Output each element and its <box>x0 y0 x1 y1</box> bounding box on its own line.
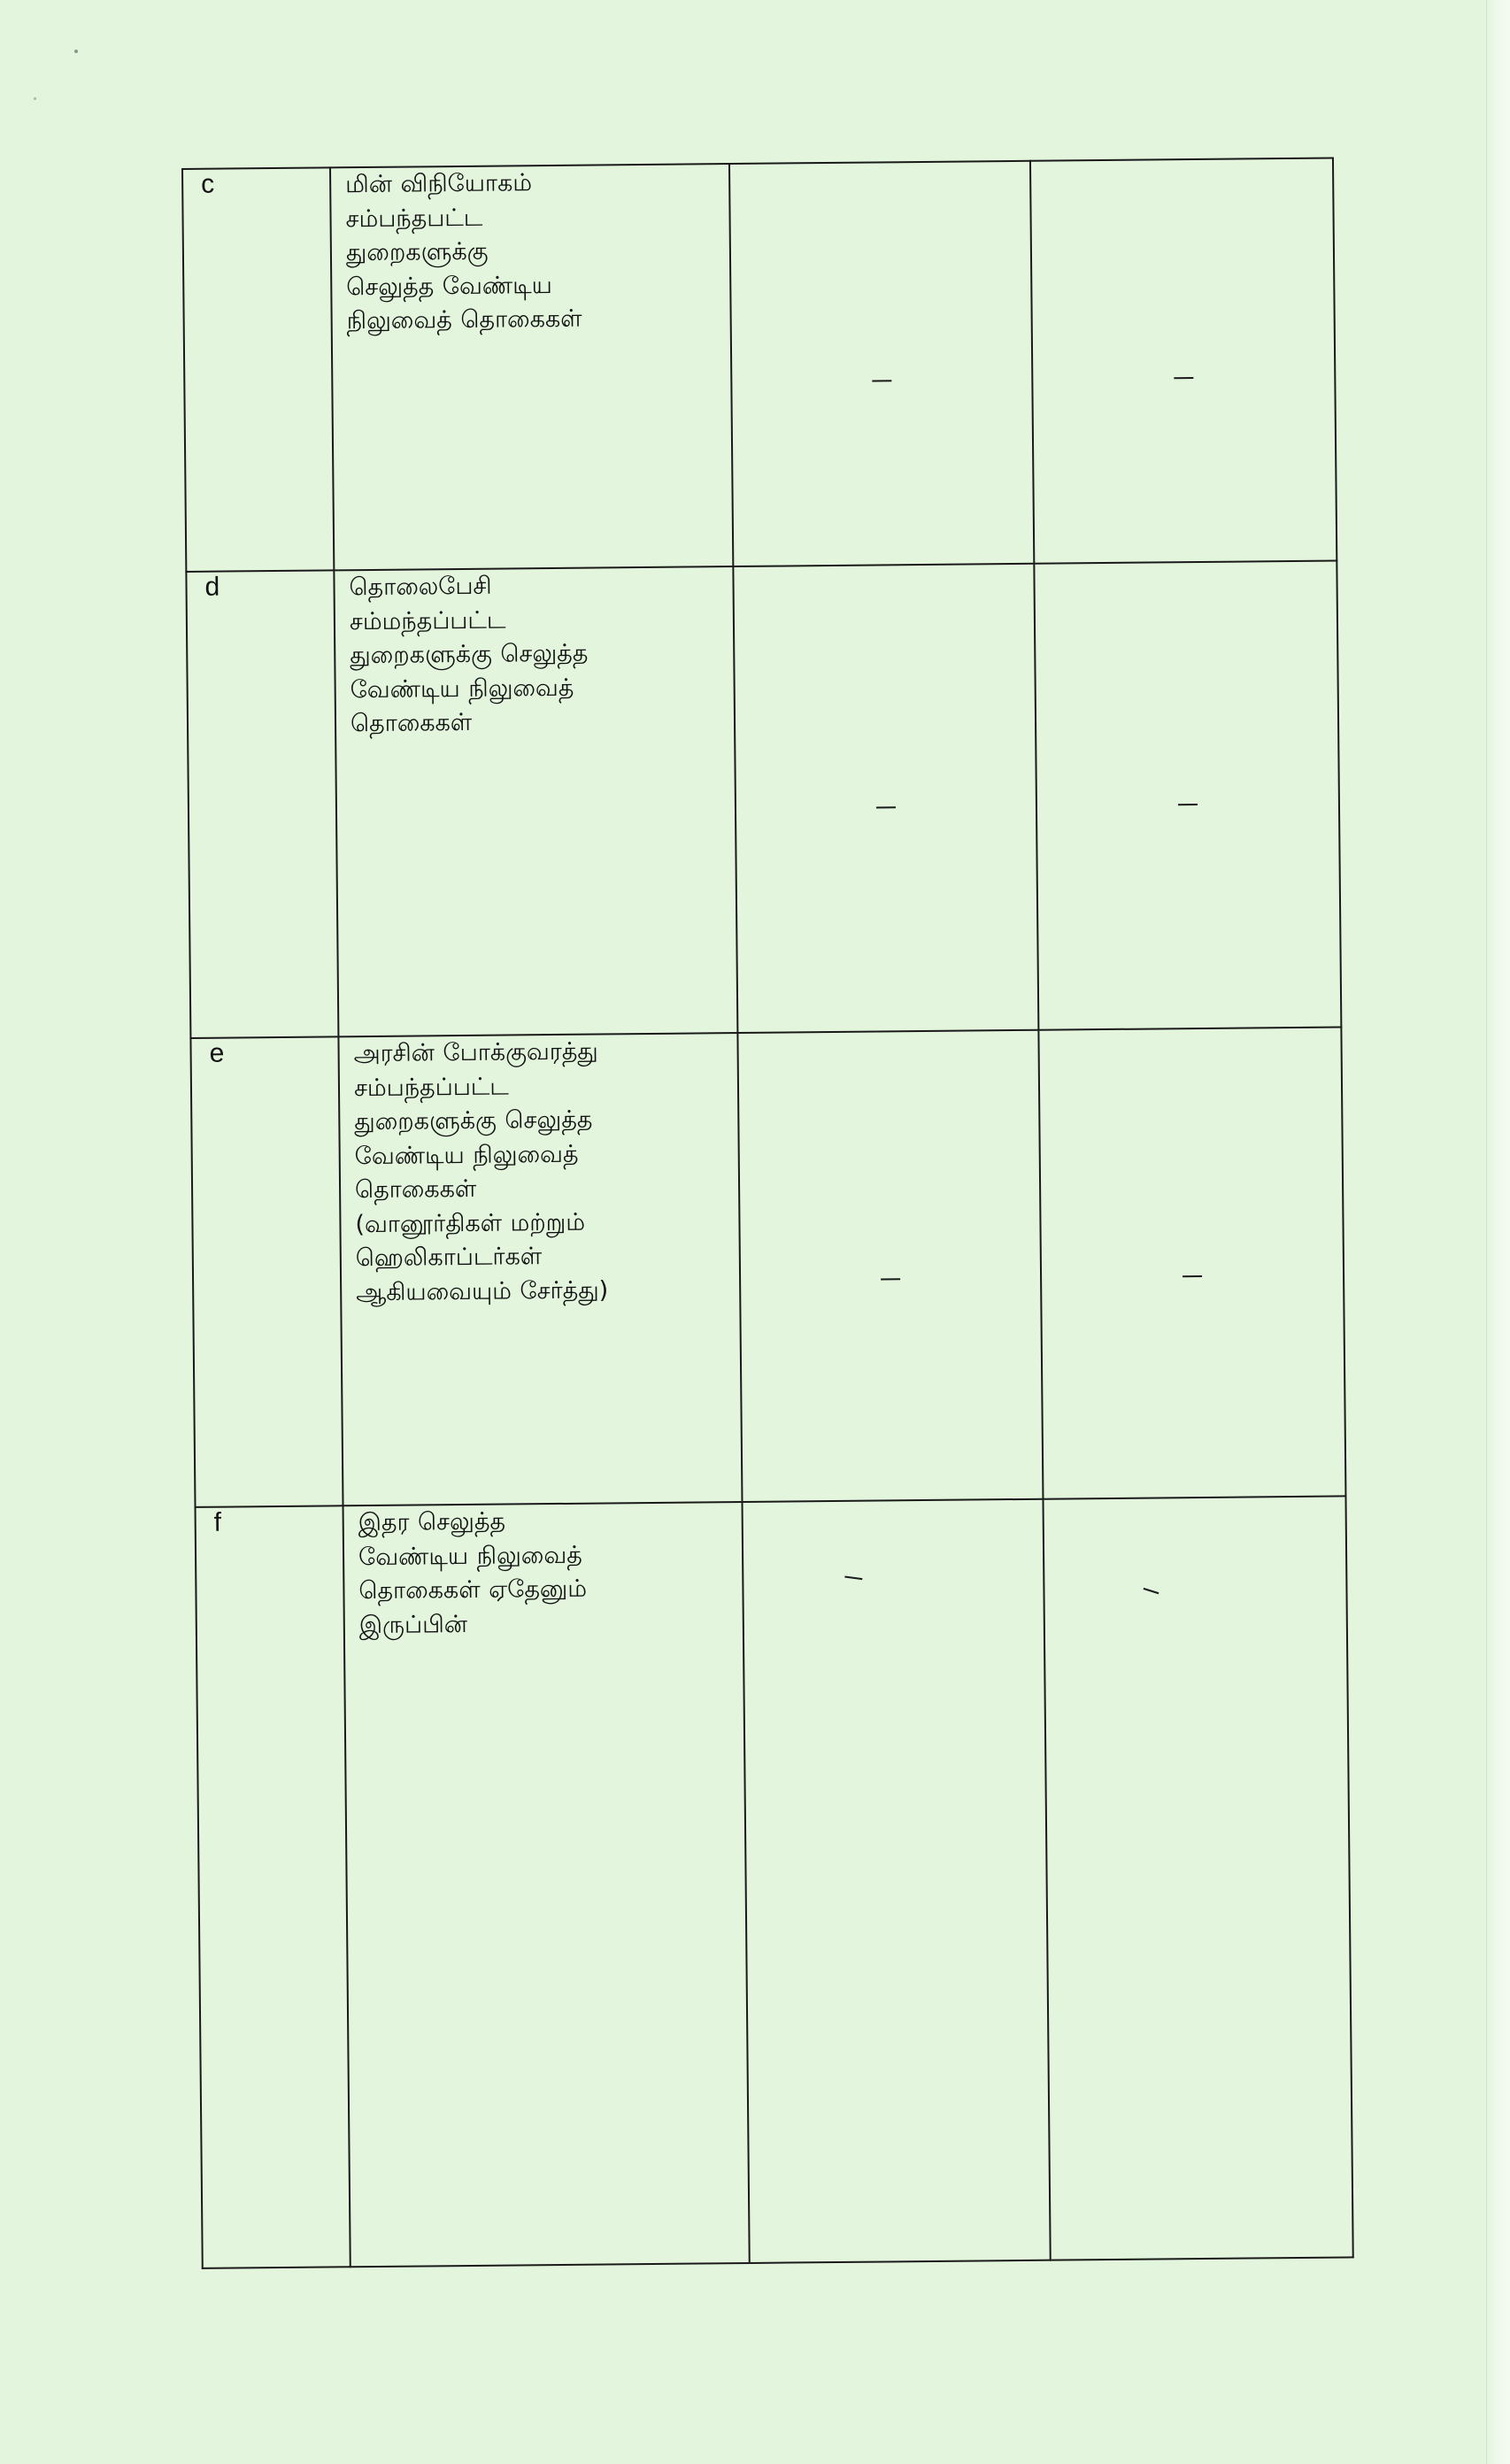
value-cell <box>1034 560 1341 1029</box>
dash-mark <box>876 806 896 808</box>
row-label: e <box>190 1036 343 1507</box>
paper-speck <box>74 50 78 53</box>
table-row <box>186 560 1341 1037</box>
row-description: இதர செலுத்த வேண்டிய நிலுவைத் தொகைகள் ஏதேனும் இருப்பின் <box>343 1502 750 2267</box>
value-cell <box>1038 1027 1345 1498</box>
table-row <box>182 158 1337 572</box>
paper-speck <box>34 97 36 100</box>
value-cell <box>1043 1496 1352 2260</box>
dash-mark <box>1183 1275 1202 1277</box>
dash-mark <box>1174 377 1193 379</box>
row-description: தொலைபேசி சம்மந்தப்பட்ட துறைகளுக்கு செலுத்த வேண்டிய நிலுவைத் தொகைகள் <box>334 566 737 1036</box>
value-cell <box>733 564 1038 1033</box>
dash-mark <box>1178 804 1198 805</box>
row-label: c <box>182 167 334 572</box>
row-label: f <box>196 1505 351 2268</box>
dash-mark <box>1144 1588 1159 1594</box>
row-description: மின் விநியோகம் சம்பந்தபட்ட துறைகளுக்கு செலுத்த வேண்டிய நிலுவைத் தொகைகள் <box>330 164 733 570</box>
value-cell <box>742 1499 1050 2263</box>
dues-table-container <box>181 158 1352 2268</box>
dues-table <box>181 158 1354 2269</box>
row-description: அரசின் போக்குவரத்து சம்பந்தப்பட்ட துறைகளுக்கு செலுத்த வேண்டிய நிலுவைத் தொகைகள் (வானூர்திகள் மற்றும் ஹெலிகாப்டர்கள் ஆகியவையும் சேர்த்து) <box>338 1033 742 1505</box>
page-edge <box>1486 0 1510 2464</box>
dash-mark <box>881 1278 900 1280</box>
row-label: d <box>186 570 338 1038</box>
value-cell <box>737 1030 1043 1502</box>
table-row <box>190 1027 1345 1506</box>
value-cell <box>729 161 1034 566</box>
table-row <box>196 1496 1353 2268</box>
dash-mark <box>844 1575 862 1580</box>
dash-mark <box>872 380 891 381</box>
value-cell <box>1030 158 1337 564</box>
